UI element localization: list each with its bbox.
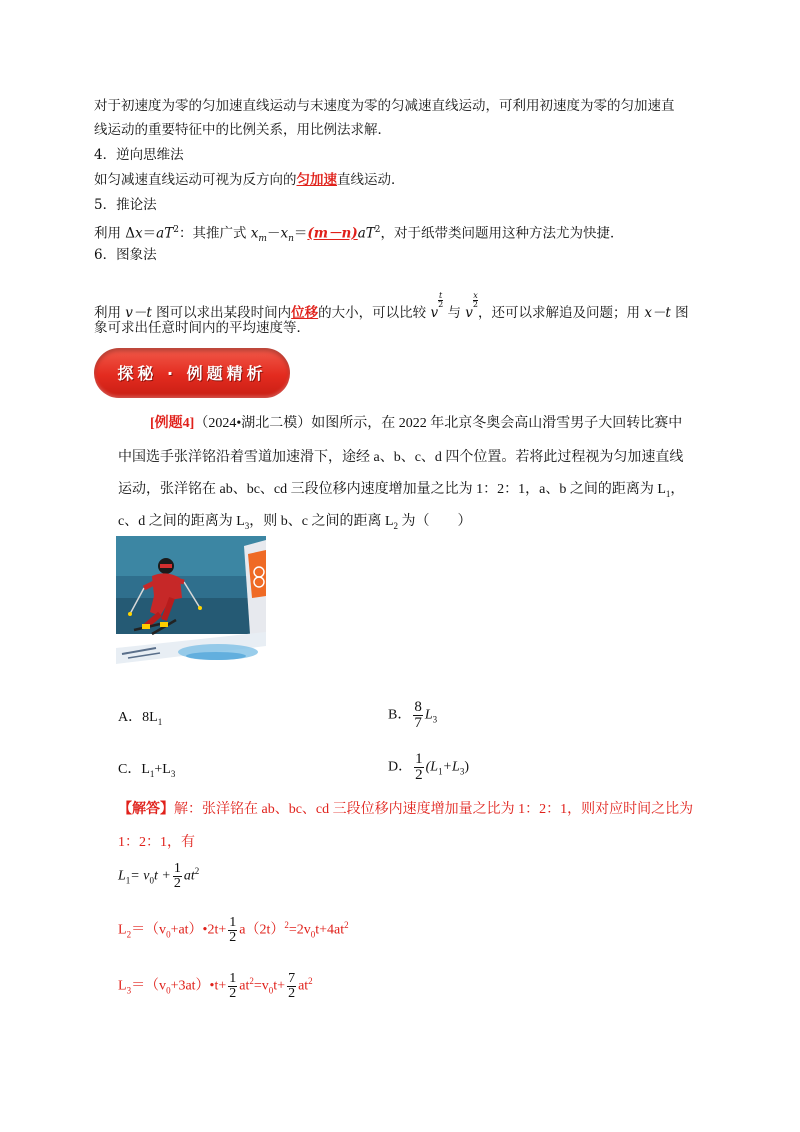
- var: x: [250, 225, 259, 242]
- sup: 2: [308, 976, 313, 987]
- num: 8: [414, 699, 422, 715]
- fraction: [413, 700, 423, 731]
- intro-line-1: 对于初速度为零的匀加速直线运动与末速度为零的匀减速直线运动，可利用初速度为零的匀加速直: [94, 98, 675, 114]
- den: 2: [229, 930, 237, 945]
- text: 与: [443, 305, 466, 321]
- sup: 2: [284, 920, 289, 931]
- den: 2: [438, 300, 444, 309]
- sub: 1: [125, 875, 131, 886]
- banner-label: 探秘 · 例题精析: [117, 364, 267, 383]
- sub: n: [288, 234, 294, 245]
- section-6-heading: 6．图象法: [94, 247, 157, 263]
- skier-photo: [116, 536, 266, 666]
- text: +L: [442, 759, 460, 775]
- text: ，还可以求解追及问题；用: [478, 305, 645, 321]
- text: 如匀减速直线运动可视为反方向的: [94, 172, 297, 188]
- sup: 2: [344, 920, 349, 931]
- highlight-term: (m－n): [307, 225, 358, 242]
- sub: 3: [244, 520, 250, 531]
- section-6-line-2: 象可求出任意时间内的平均速度等．: [94, 320, 310, 336]
- var: x－t: [644, 305, 671, 321]
- question-line-1: [150, 414, 682, 434]
- example-tag: [例题4]: [150, 416, 195, 431]
- den: 2: [173, 876, 181, 891]
- sup: 2: [194, 866, 200, 877]
- sub: 0: [149, 875, 154, 886]
- fraction: [173, 862, 182, 891]
- text: （2024•湖北二模）如图所示，在 2022 年北京冬奥会高山滑雪男子大回转比赛中: [194, 416, 683, 431]
- question-line-4: [118, 512, 472, 536]
- text: －: [266, 225, 281, 242]
- question-line-3: [118, 480, 684, 504]
- den: 2: [415, 767, 423, 783]
- option-label: B．: [388, 707, 412, 723]
- sub: 3: [170, 768, 176, 779]
- section-4-text: [94, 170, 405, 190]
- text: 解：张洋铭在 ab、bc、cd 三段位移内速度增加量之比为 1：2：1，则对应时间之比为: [174, 802, 694, 817]
- fraction: [414, 752, 424, 783]
- num: t: [439, 291, 443, 300]
- option-value: L: [141, 762, 150, 777]
- section-5-heading: 5．推论法: [94, 197, 157, 213]
- text: 直线运动．: [337, 172, 405, 188]
- text: =v: [253, 978, 269, 994]
- section-4-heading: 4．逆向思维法: [94, 147, 184, 163]
- answer-tag: 【解答】: [118, 802, 174, 817]
- option-b[interactable]: [388, 700, 437, 731]
- sub: 1: [149, 768, 155, 779]
- den: 7: [414, 715, 422, 731]
- option-d[interactable]: [388, 752, 469, 783]
- sub: 2: [393, 520, 399, 531]
- den: 2: [288, 986, 296, 1001]
- text: L: [118, 922, 127, 938]
- num: 1: [229, 915, 237, 930]
- option-label: D．: [388, 759, 413, 775]
- answer-line-2: 1：2：1，有: [118, 835, 195, 850]
- var: x: [280, 225, 289, 242]
- var: aT: [156, 225, 174, 242]
- var: L: [424, 707, 433, 723]
- text: = v: [130, 868, 150, 884]
- text: ＝: [293, 225, 308, 242]
- var: aT: [357, 225, 375, 242]
- sub: 3: [126, 985, 132, 996]
- highlight-term: 位移: [291, 305, 319, 321]
- text: a（2t）: [239, 922, 285, 938]
- num: 1: [173, 861, 181, 876]
- fraction: [228, 972, 237, 1001]
- text: ：其推广式: [178, 225, 251, 242]
- sub: 1: [157, 716, 163, 727]
- text: at: [298, 978, 309, 994]
- sub: 0: [166, 985, 171, 996]
- text: 图: [670, 305, 689, 321]
- option-a[interactable]: [118, 708, 162, 732]
- intro-line-2: 线运动的重要特征中的比例关系，用比例法求解．: [94, 122, 391, 138]
- equation-3: [118, 972, 313, 1001]
- var: L: [118, 868, 126, 884]
- option-c[interactable]: [118, 760, 175, 784]
- text: ，: [670, 482, 685, 497]
- text: 为（ ）: [398, 514, 472, 529]
- option-value: 8L: [142, 710, 158, 725]
- sub: m: [258, 234, 267, 245]
- num: 7: [288, 971, 296, 986]
- text: ，则 b、c 之间的距离 L: [249, 514, 394, 529]
- text: 图可以求出某段时间内: [151, 305, 292, 321]
- text: c、d 之间的距离为 L: [118, 514, 245, 529]
- text: +3at）•t+: [170, 978, 227, 994]
- text: ＝: [142, 225, 157, 242]
- fraction: [228, 916, 237, 945]
- text: t+: [273, 978, 286, 994]
- sub: 0: [268, 985, 274, 996]
- text: +L: [154, 762, 171, 777]
- equation-1: [118, 862, 199, 891]
- text: +at）•2t+: [170, 922, 227, 938]
- text: L: [118, 978, 127, 994]
- text: at: [239, 978, 250, 994]
- text: t+4at: [315, 922, 345, 938]
- num: 1: [229, 971, 237, 986]
- den: 2: [229, 986, 237, 1001]
- sub: 1: [665, 488, 671, 499]
- highlight-term: 匀加速: [296, 172, 337, 188]
- sub: 3: [432, 714, 438, 725]
- den: 2: [472, 300, 479, 309]
- text: 的大小，可以比较: [318, 305, 431, 321]
- text: 利用 Δ: [94, 225, 136, 242]
- sub: 3: [459, 766, 465, 777]
- sub: 1: [438, 766, 443, 777]
- sub: 0: [310, 929, 316, 940]
- text: at: [183, 868, 195, 884]
- text: 利用: [94, 305, 126, 321]
- text: ): [464, 759, 469, 775]
- equation-2: [118, 916, 349, 945]
- text: t +: [153, 868, 171, 884]
- text: ＝（v: [131, 922, 167, 938]
- sub: 0: [166, 929, 171, 940]
- var: v－t: [125, 305, 152, 321]
- option-label: A．: [118, 710, 143, 725]
- var: v: [465, 305, 473, 321]
- option-label: C．: [118, 762, 142, 777]
- section-5-text: 利用 $\Delta x=aT^2$：其推广式 $x_m-x_n=(m-n)aT^2$，对于纸带类问题用这种方法尤为快捷．: [94, 225, 624, 245]
- num: x: [473, 291, 478, 300]
- var: x: [135, 225, 143, 242]
- sup: 2: [249, 976, 254, 987]
- answer-line-1: [118, 800, 693, 820]
- sub: 2: [126, 929, 132, 940]
- question-line-2: 中国选手张洋铭沿着雪道加速滑下，途经 a、b、c、d 四个位置。若将此过程视为匀加速直线: [118, 450, 684, 465]
- text: =2v: [288, 922, 311, 938]
- text: 运动，张洋铭在 ab、bc、cd 三段位移内速度增加量之比为 1：2：1，a、b 之间的距离为 L: [118, 482, 666, 497]
- fraction: [287, 972, 296, 1001]
- section-banner: [94, 348, 290, 398]
- text: ＝（v: [131, 978, 167, 994]
- text: (L: [425, 759, 439, 775]
- num: 1: [415, 751, 423, 767]
- var: v: [430, 305, 439, 321]
- text: ，对于纸带类问题用这种方法尤为快捷．: [380, 225, 624, 242]
